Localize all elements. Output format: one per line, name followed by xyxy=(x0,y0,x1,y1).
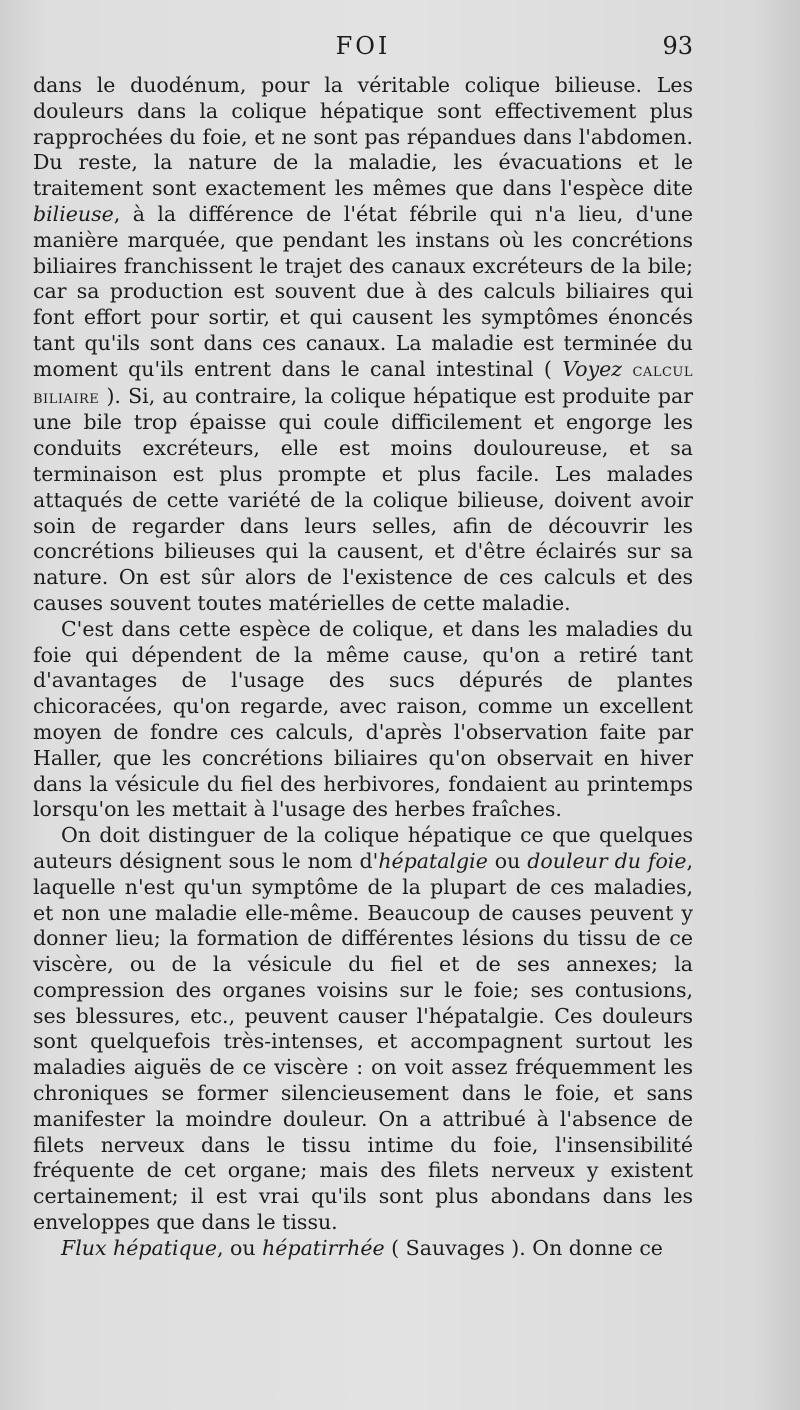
term-hepatirrhee: hépatirrhée xyxy=(262,1235,385,1260)
paragraph-4-text-b: ( Sauvages ). On donne ce xyxy=(384,1235,663,1260)
paragraph-4 xyxy=(33,1236,693,1262)
voyez-reference: Voyez xyxy=(562,356,623,381)
paragraph-3 xyxy=(33,823,693,1236)
text-body xyxy=(33,73,693,1262)
paragraph-1 xyxy=(33,73,693,617)
term-flux-hepatique: Flux hépatique xyxy=(61,1235,217,1260)
page-number: 93 xyxy=(662,32,693,60)
cross-reference-calcul-biliaire: calcul biliaire xyxy=(33,358,693,408)
running-head: FOI xyxy=(335,32,391,60)
paragraph-4-text-a: , ou xyxy=(217,1235,263,1260)
term-douleur-du-foie: douleur du foie xyxy=(527,848,687,873)
term-bilieuse: bilieuse xyxy=(33,201,114,226)
term-hepatalgie: hépatalgie xyxy=(378,848,488,873)
paragraph-1-text-c: ). Si, au contraire, la colique hépatique est produite par une bile trop épaisse qui coule difficilement et engorge les conduits excréteurs, elle est moins douloureuse, et sa terminaison est plus prompte et plus facile. Les malades attaqués de cette variété de la colique bilieuse, doivent avoir soin de regarder dans leurs selles, afin de découvrir les concrétions bilieuses qui la causent, et d'être éclairés sur sa nature. On est sûr alors de l'existence de ces calculs et des causes souvent toutes matérielles de cette maladie. xyxy=(33,383,693,615)
paragraph-3-text-or: ou xyxy=(487,848,528,873)
paragraph-2: C'est dans cette espèce de colique, et dans les maladies du foie qui dépendent de la même cause, qu'on a retiré tant d'avantages de l'usage des sucs dépurés de plantes chicoracées, qu'on regarde, avec raison, comme un excellent moyen de fondre ces calculs, d'après l'observation faite par Haller, que les concrétions biliaires qu'on observait en hiver dans la vésicule du fiel des herbivores, fondaient au printemps lorsqu'on les mettait à l'usage des herbes fraîches. xyxy=(33,616,693,822)
paragraph-1-text-b: , à la différence de l'état fébrile qui n'a lieu, d'une manière marquée, que pendant les instans où les concrétions biliaires franchissent le trajet des canaux excréteurs de la bile; car sa production est souvent due à des calculs biliaires qui font effort pour sortir, et qui causent les symptômes énoncés tant qu'ils sont dans ces canaux. La maladie est terminée du moment qu'ils entrent dans le canal intestinal ( xyxy=(33,201,693,381)
paragraph-1-text-a: dans le duodénum, pour la véritable colique bilieuse. Les douleurs dans la colique hépatique sont effectivement plus rapprochées du foie, et ne sont pas répandues dans l'abdomen. Du reste, la nature de la maladie, les évacuations et le traitement sont exactement les mêmes que dans l'espèce dite xyxy=(33,73,693,201)
paragraph-3-text-a: On doit distinguer de la colique hépatique ce que quelques auteurs désignent sous le nom d' xyxy=(33,823,693,873)
paragraph-3-text-b: , laquelle n'est qu'un symptôme de la plupart de ces maladies, et non une maladie elle-même. Beaucoup de causes peuvent y donner lieu; la formation de différentes lésions du tissu de ce viscère, ou de la vésicule du fiel et de ses annexes; la compression des organes voisins sur le foie; ses contusions, ses blessures, etc., peuvent causer l'hépatalgie. Ces douleurs sont quelquefois très-intenses, et accompagnent surtout les maladies aiguës de ce viscère : on voit assez fréquemment les chroniques se former silencieusement dans le foie, et sans manifester la moindre douleur. On a attribué à l'absence de filets nerveux dans le tissu intime du foie, l'insensibilité fréquente de cet organe; mais des filets nerveux y existent certainement; il est vrai qu'ils sont plus abondans dans les enveloppes que dans le tissu. xyxy=(33,848,694,1235)
page-header xyxy=(33,32,693,62)
